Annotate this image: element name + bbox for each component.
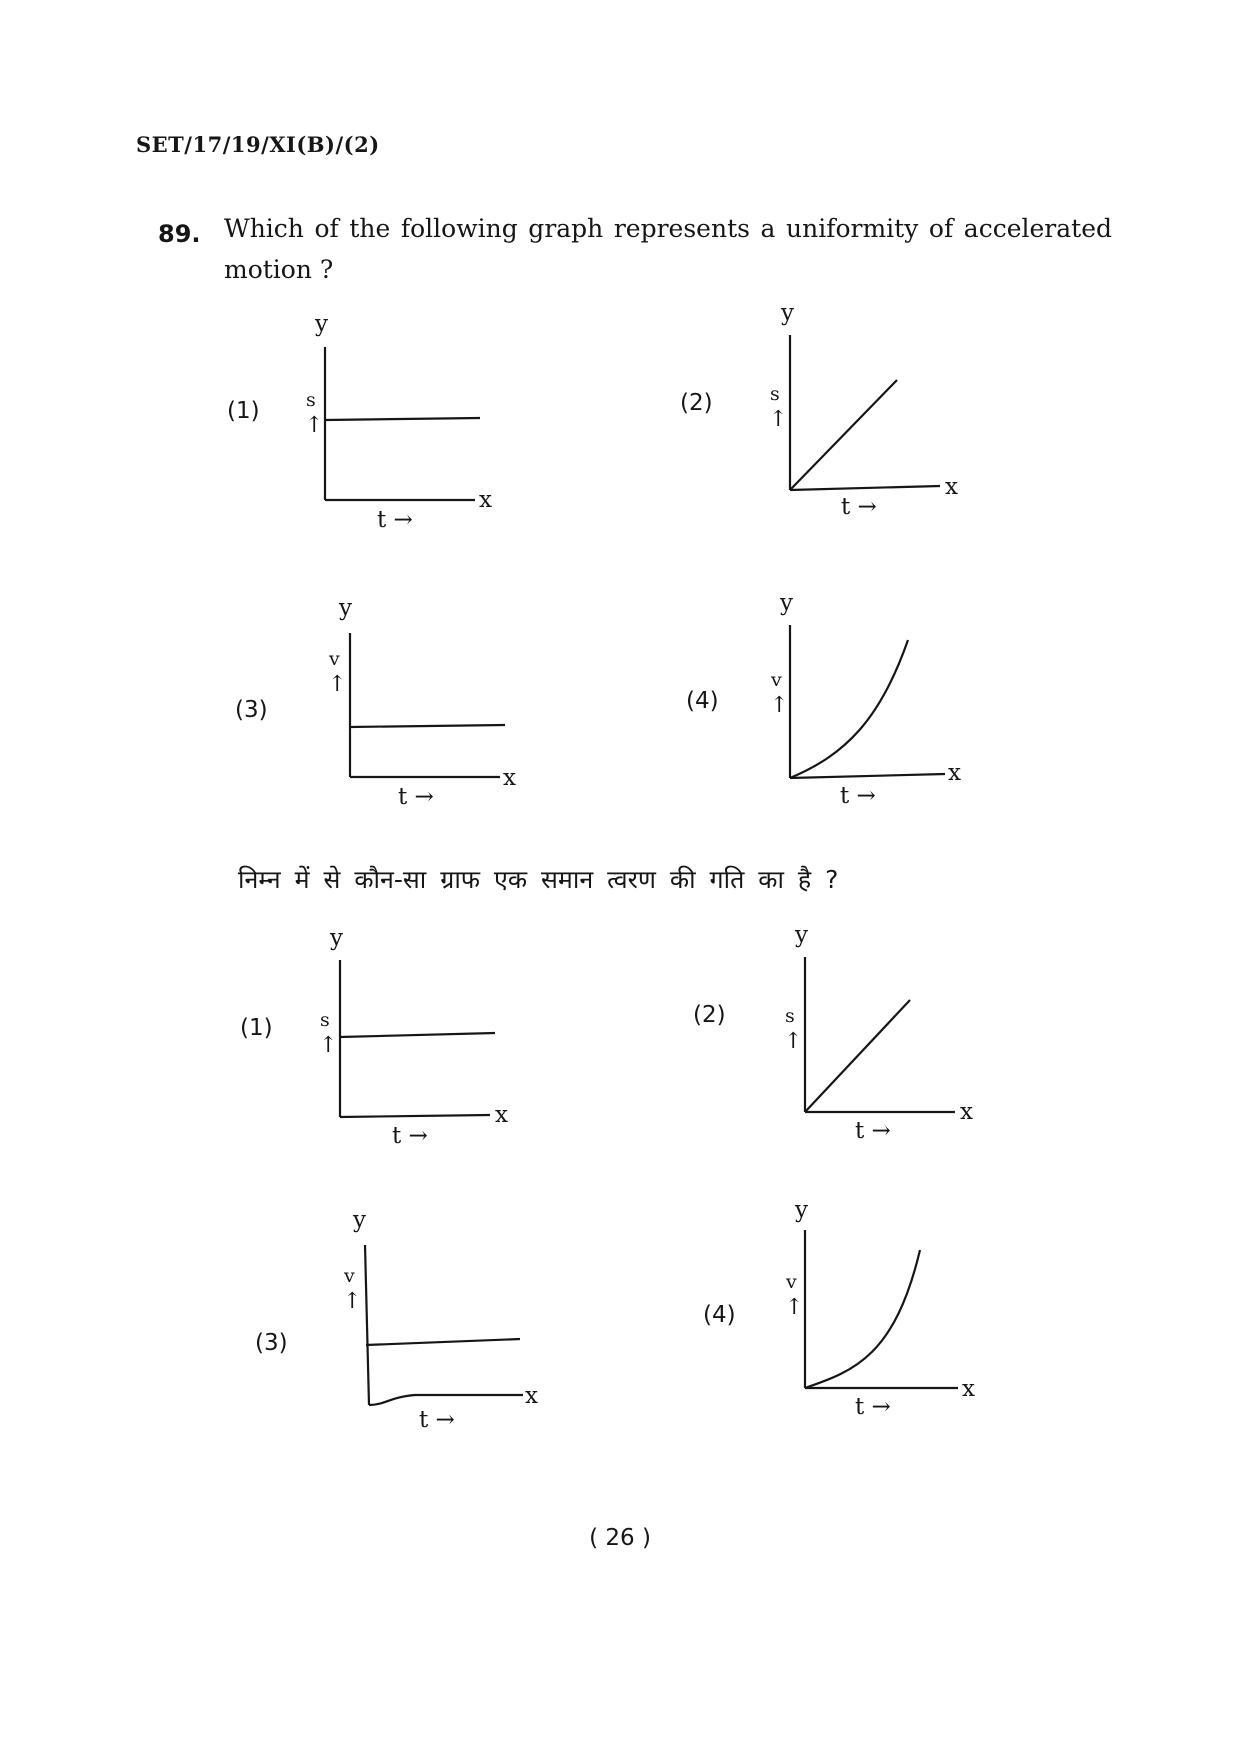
quantity-label: v — [786, 1271, 797, 1293]
x-axis-line — [790, 486, 940, 490]
quantity-label: s — [320, 1009, 330, 1031]
graph-line — [790, 640, 908, 778]
graph-option-1 — [295, 311, 515, 533]
time-axis-label: t → — [855, 1118, 891, 1144]
graph-line — [340, 1033, 495, 1037]
quantity-label: s — [770, 383, 780, 405]
graph-line — [366, 1339, 520, 1345]
y-axis-line — [365, 1245, 369, 1405]
paper-code: SET/17/19/XI(B)/(2) — [136, 132, 380, 157]
graph-line — [805, 1250, 920, 1388]
option-label-4: (4) — [686, 688, 719, 714]
up-arrow-glyph: ↑ — [770, 693, 789, 718]
x-axis-label: x — [503, 765, 516, 791]
y-axis-label: y — [315, 311, 328, 337]
y-axis-label: y — [330, 925, 343, 951]
x-axis-label: x — [525, 1383, 538, 1409]
option-label-2-hindi: (2) — [693, 1002, 726, 1028]
up-arrow-glyph: ↑ — [319, 1033, 338, 1058]
x-axis-label: x — [945, 474, 958, 500]
option-label-3-hindi: (3) — [255, 1330, 288, 1356]
graph-option-3 — [320, 595, 540, 810]
x-axis-line — [340, 1115, 490, 1117]
up-arrow-glyph: ↑ — [769, 407, 788, 432]
time-axis-label: t → — [377, 507, 413, 533]
graph-line — [350, 725, 505, 727]
quantity-label: s — [785, 1005, 795, 1027]
graph-option-4 — [765, 590, 985, 809]
x-axis-line — [790, 774, 945, 778]
quantity-label: v — [771, 669, 782, 691]
x-axis-label: x — [495, 1102, 508, 1128]
quantity-label: v — [329, 648, 340, 670]
x-axis-label: x — [962, 1376, 975, 1402]
time-axis-label: t → — [392, 1123, 428, 1149]
question-text-english: Which of the following graph represents a uniformity of accelerated motion ? — [224, 214, 1112, 284]
y-axis-label: y — [781, 300, 794, 326]
question-text-hindi: निम्न में से कौन-सा ग्राफ एक समान त्वरण की गति का है ? — [238, 865, 839, 894]
up-arrow-glyph: ↑ — [305, 413, 324, 438]
option-label-4-hindi: (4) — [703, 1302, 736, 1328]
time-axis-label: t → — [841, 494, 877, 520]
option-label-1-hindi: (1) — [240, 1015, 273, 1041]
x-axis-label: x — [960, 1099, 973, 1125]
x-axis-line — [369, 1395, 523, 1405]
page-number: ( 26 ) — [589, 1525, 651, 1551]
graph-option-1-hindi — [310, 925, 530, 1149]
option-label-1: (1) — [227, 398, 260, 424]
graph-option-2 — [765, 300, 985, 520]
y-axis-label: y — [795, 1197, 808, 1223]
y-axis-label: y — [795, 922, 808, 948]
x-axis-label: x — [948, 760, 961, 786]
graph-option-4-hindi — [780, 1195, 1000, 1425]
question-number: 89. — [158, 220, 201, 248]
graph-option-3-hindi — [335, 1205, 555, 1435]
y-axis-label: y — [339, 595, 352, 621]
option-label-3: (3) — [235, 697, 268, 723]
graph-line — [805, 1000, 910, 1112]
up-arrow-glyph: ↑ — [784, 1029, 803, 1054]
quantity-label: s — [306, 389, 316, 411]
up-arrow-glyph: ↑ — [328, 672, 347, 697]
y-axis-label: y — [780, 590, 793, 616]
time-axis-label: t → — [840, 783, 876, 809]
time-axis-label: t → — [855, 1394, 891, 1420]
graph-option-2-hindi — [780, 922, 1000, 1144]
time-axis-label: t → — [419, 1407, 455, 1433]
quantity-label: v — [344, 1265, 355, 1287]
option-label-2: (2) — [680, 390, 713, 416]
up-arrow-glyph: ↑ — [343, 1289, 362, 1314]
graph-line — [325, 418, 480, 420]
x-axis-label: x — [479, 487, 492, 513]
graph-line — [790, 380, 897, 490]
time-axis-label: t → — [398, 784, 434, 810]
up-arrow-glyph: ↑ — [785, 1295, 804, 1320]
y-axis-label: y — [353, 1207, 366, 1233]
